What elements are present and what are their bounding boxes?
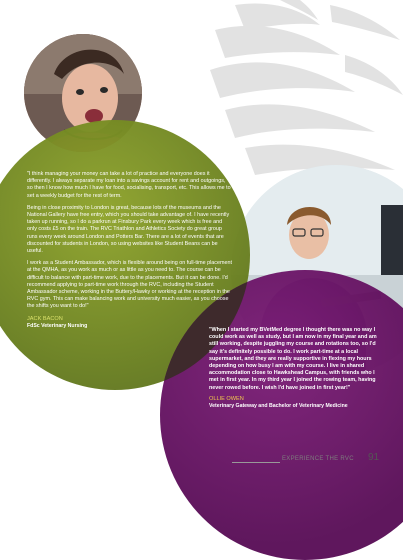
footer-section-title: EXPERIENCE THE RVC <box>282 456 354 462</box>
quote-jack-name: JACK BACON <box>27 315 63 322</box>
page-number: 91 <box>368 452 380 463</box>
footer-divider <box>232 462 280 463</box>
quote-ollie-paragraph: "When I started my BVetMed degree I thought there was no way I could work as well as study, but I am now in my final year and am still working, despite juggling my course and rotations too, so I'd say it's definitely possible to do. I work part-time at a local supermarket, and they are really supportive in flexing my hours depending on how busy I am with my course. I live in shared accommodation close to Hawkshead Campus, with friends who I met in first year. In my third year I joined the rowing team, having never rowed before. I wish I'd have joined in first year!" <box>209 327 377 391</box>
quote-jack <box>27 171 232 330</box>
quote-ollie-name: OLLIE OWEN <box>209 395 244 402</box>
quote-jack-paragraph-1: "I think managing your money can take a lot of practice and everyone does it differently. I always separate my loan into a savings account for rent and outgoings, so then I know how much I have for food, socialising, transport, etc. This allows me to set a weekly budget for the rest of term. <box>27 171 231 199</box>
quote-ollie <box>209 327 384 410</box>
quote-jack-paragraph-3: I work as a Student Ambassador, which is flexible around being on full-time placement at the QMHA, as you work as much or as little as you need to. The course can be difficult to balance with part-time work, due to the placements. But it can be done. I'd recommend applying to part-time work through the RVC, including the Student Ambassador scheme, working in the Buttery/Hawky or working at the reception in the RVC gym. This can make balancing work and university much easier, as you choose the shifts you want to do!" <box>27 260 232 310</box>
quote-jack-paragraph-2: Being in close proximity to London is great, because lots of the museums and the National Gallery have free entry, which you should take advantage of. I have recently taken up running, so I do a parkrun at Finsbury Park every week which is free and only costs £5 on the train. The RVC Triathlon and Athletics Society do great group runs every week around London and Potters Bar. There are a lot of events that are discounted for students in London, so using websites like Student Beans can be useful. <box>27 204 230 255</box>
quote-ollie-role: Veterinary Gateway and Bachelor of Veterinary Medicine <box>209 403 348 410</box>
quote-jack-role: FdSc Veterinary Nursing <box>27 322 88 329</box>
